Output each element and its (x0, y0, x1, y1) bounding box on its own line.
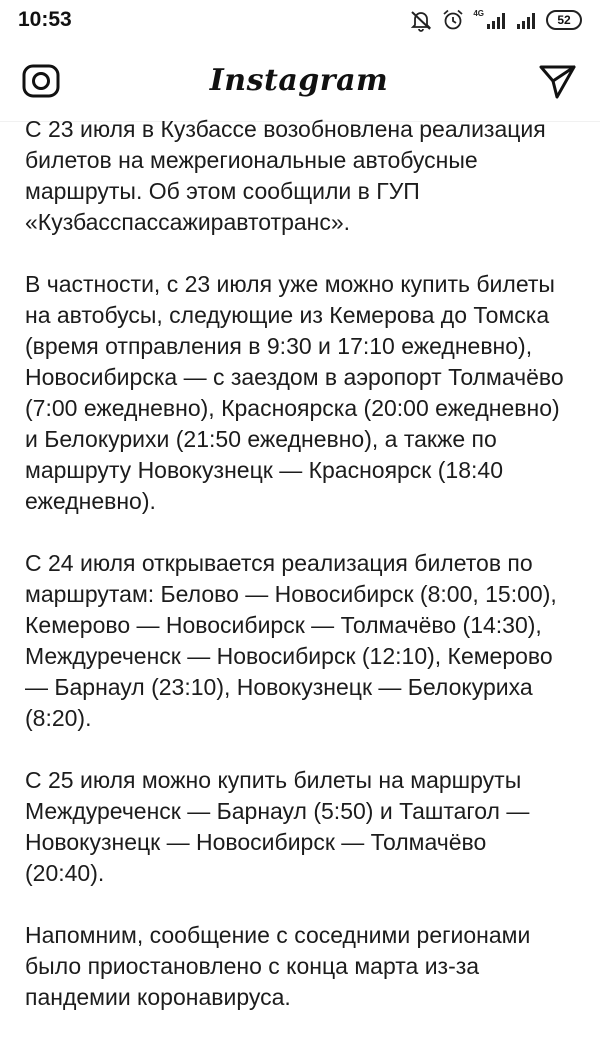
caption-paragraph: В частности, с 23 июля уже можно купить билеты на автобусы, следующие из Кемерова до Томска (время отправления в 9:30 и 17:10 ежедневно), Новосибирска — с заездом в аэропорт Толмачёво (7:00 ежедневно), Красноярска (20:00 ежедневно) и Белокурихи (21:50 ежедневно), а также по маршруту Новокузнецк — Красноярск (18:40 ежедневно). (25, 271, 564, 514)
status-icons (409, 8, 582, 32)
signal-icon (486, 11, 508, 29)
caption-paragraph: С 24 июля открывается реализация билетов по маршрутам: Белово — Новосибирск (8:00, 15:00), Кемерово — Новосибирск — Толмачёво (14:30), Междуреченск — Новосибирск (12:10), Кемерово — Барнаул (23:10), Новокузнецк — Белокуриха (8:20). (25, 550, 557, 731)
caption-paragraph: С 23 июля в Кузбассе возобновлена реализация билетов на межрегиональные автобусные маршруты. Об этом сообщили в ГУП «Кузбасспассажиравтотранс». (25, 116, 546, 235)
camera-icon (21, 61, 61, 101)
caption-paragraph: Напомним, сообщение с соседними регионами было приостановлено с конца марта из-за пандемии коронавируса. (25, 922, 531, 1010)
direct-message-button[interactable] (534, 58, 580, 104)
status-bar (0, 0, 600, 40)
status-time: 10:53 (18, 8, 72, 31)
battery-level: 52 (557, 13, 571, 27)
signal-icon (516, 11, 538, 29)
app-header (0, 40, 600, 122)
alarm-clock-icon (441, 8, 465, 32)
alarm-off-icon (409, 8, 433, 32)
battery-icon (546, 10, 582, 30)
app-logo-title: Instagram (209, 63, 389, 98)
post-caption (25, 114, 585, 1044)
network-type-label: 4G (473, 8, 484, 18)
direct-message-icon (537, 61, 577, 101)
camera-button[interactable] (18, 58, 64, 104)
caption-paragraph: С 25 июля можно купить билеты на маршруты Междуреченск — Барнаул (5:50) и Таштагол — Новокузнецк — Новосибирск — Толмачёво (20:40). (25, 767, 530, 886)
